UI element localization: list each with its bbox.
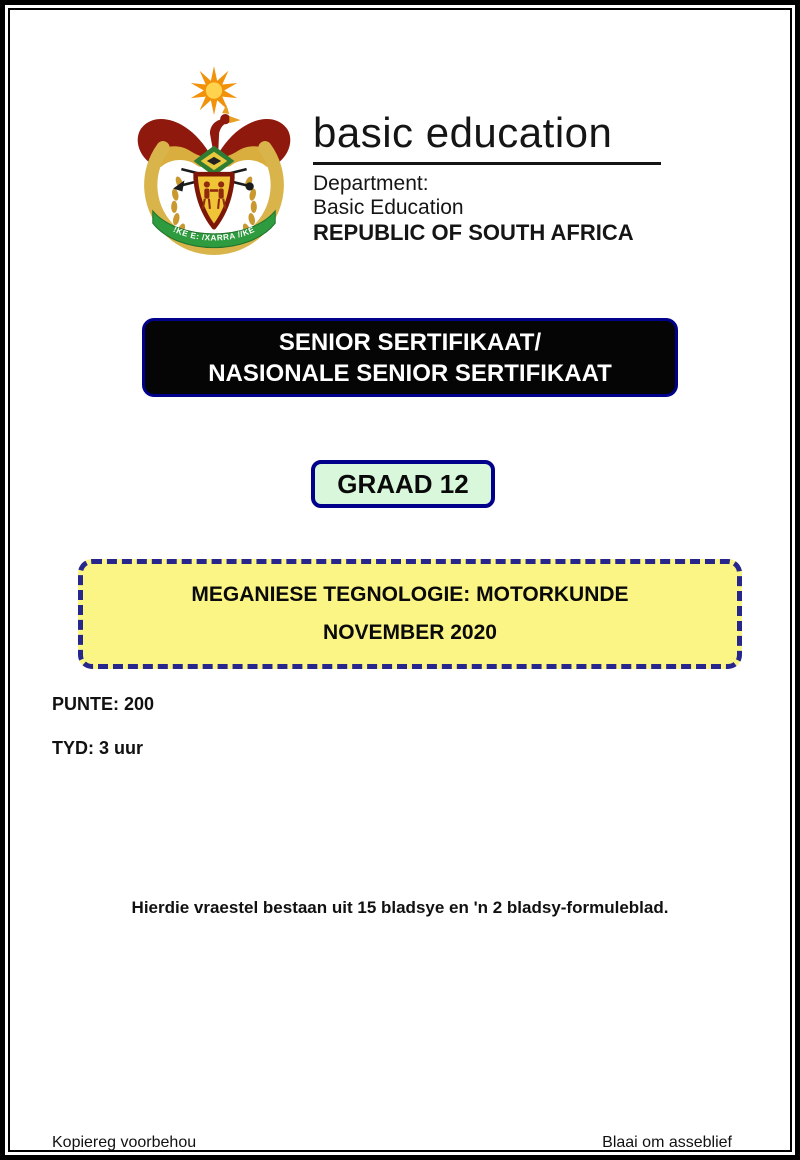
grade-label: GRAAD 12 — [337, 468, 469, 499]
turn-over-notice: Blaai om asseblief — [602, 1134, 732, 1151]
copyright-notice: Kopiereg voorbehou — [52, 1134, 197, 1151]
department-wordmark — [313, 110, 673, 246]
shield-icon — [196, 174, 233, 227]
coat-of-arms-logo — [132, 62, 296, 266]
subject-box — [78, 559, 742, 669]
certificate-title-box — [142, 318, 678, 397]
brand-title: basic education — [313, 109, 613, 156]
marks-label: PUNTE: 200 — [52, 694, 155, 714]
page-count-note: Hierdie vraestel bestaan uit 15 bladsye en 'n 2 bladsy-formuleblad. — [131, 898, 669, 917]
sun-icon — [191, 66, 238, 115]
dept-line-1: Department: — [313, 172, 429, 196]
exam-session: NOVEMBER 2020 — [323, 621, 497, 645]
brand-underline — [313, 162, 661, 165]
country-line: REPUBLIC OF SOUTH AFRICA — [313, 220, 634, 246]
exam-cover-page — [8, 8, 792, 1152]
motto-text: !KE E: /XARRA //KE — [171, 224, 257, 243]
subject-title: MEGANIESE TEGNOLOGIE: MOTORKUNDE — [191, 582, 629, 606]
certificate-title-line-2: NASIONALE SENIOR SERTIFIKAAT — [208, 359, 612, 387]
certificate-title-line-1: SENIOR SERTIFIKAAT/ — [278, 328, 542, 356]
dept-line-2: Basic Education — [313, 196, 464, 220]
time-label: TYD: 3 uur — [52, 738, 144, 758]
grade-box — [311, 460, 495, 508]
